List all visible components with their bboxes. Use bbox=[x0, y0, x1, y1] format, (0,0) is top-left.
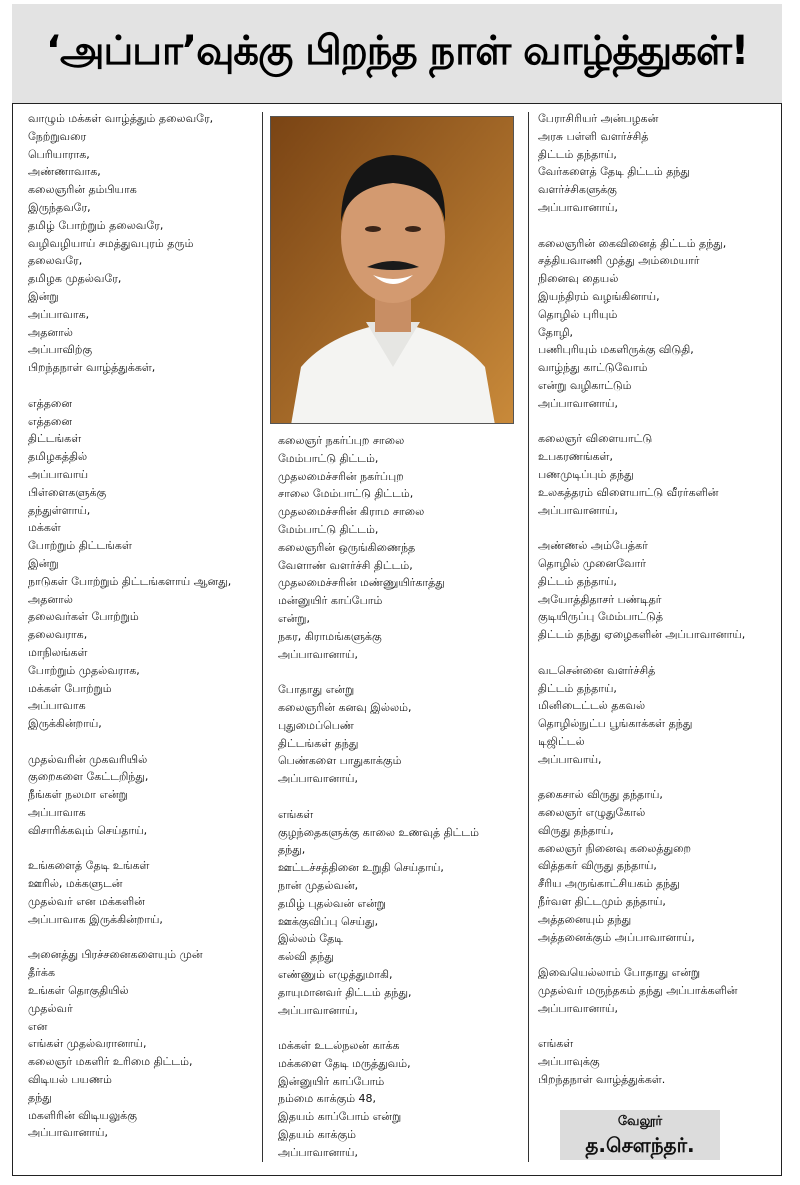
stanza bbox=[538, 235, 778, 413]
poem-line: பிறந்தநாள் வாழ்த்துக்கள். bbox=[538, 1073, 666, 1087]
stanza bbox=[28, 395, 258, 733]
poem-line: நாடுகள் போற்றும் திட்டங்களாய் ஆனது, bbox=[28, 574, 232, 588]
poem-line: கலைஞரின் கனவு இல்லம், bbox=[278, 700, 412, 714]
poem-line: திட்டம் தந்தாய், bbox=[538, 574, 617, 588]
poem-line: அண்ணாவாக, bbox=[28, 165, 101, 179]
poem-line: அதனால் bbox=[28, 592, 73, 606]
poem-line: கலைஞரின் ஒருங்கிணைந்த bbox=[278, 540, 416, 554]
poem-line: நினைவு தையல் bbox=[538, 272, 619, 286]
poem-line: விடியல் பயணம் bbox=[28, 1073, 112, 1087]
title-banner bbox=[12, 4, 782, 104]
poem-line: தமிழகத்தில் bbox=[28, 450, 88, 464]
poem-line: எத்தனை bbox=[28, 414, 72, 428]
poem-line: போதாது என்று bbox=[278, 683, 355, 697]
poem-line: திட்டம் தந்தாய், bbox=[538, 681, 617, 695]
poem-line: தொழில் முனைவோர் bbox=[538, 556, 647, 570]
poem-line: தமிழ் போற்றும் தலைவரே, bbox=[28, 218, 164, 232]
poem-line: தகைசால் விருது தந்தாய், bbox=[538, 788, 663, 802]
stanza bbox=[278, 681, 524, 788]
poem-line: வித்தகர் விருது தந்தாய், bbox=[538, 859, 657, 873]
poem-line: சீரிய அருங்காட்சியகம் தந்து bbox=[538, 877, 680, 891]
poem-line: அதனால் bbox=[28, 325, 73, 339]
poem-line: தந்துள்ளாய், bbox=[28, 503, 91, 517]
poem-line: மக்கள் உடல்நலன் காக்க bbox=[278, 1039, 400, 1053]
poem-line: டிஜிட்டல் bbox=[538, 734, 585, 748]
poem-line: இவையெல்லாம் போதாது என்று bbox=[538, 966, 701, 980]
poem-line: அயோத்திதாசர் பண்டிதர் bbox=[538, 592, 662, 606]
poem-line: முதலமைச்சரின் நகர்ப்புற bbox=[278, 469, 404, 483]
poem-line: நீர்வள திட்டமும் தந்தாய், bbox=[538, 895, 666, 909]
poem-line: அப்பாவானாய், bbox=[538, 396, 618, 410]
poem-line: இருக்கின்றாய், bbox=[28, 717, 102, 731]
poem-line: தந்து bbox=[28, 1090, 52, 1104]
poem-line: மன்னுயிர் காப்போம் bbox=[278, 594, 383, 608]
poem-line: மாநிலங்கள் bbox=[28, 645, 88, 659]
poem-line: இன்னுயிர் காப்போம் bbox=[278, 1074, 385, 1088]
poem-line: தமிழ் புதல்வன் என்று bbox=[278, 896, 386, 910]
poem-line: ஊக்குவிப்பு செய்து, bbox=[278, 914, 379, 928]
poem-line: உங்கள் தொகுதியில் bbox=[28, 984, 129, 998]
poem-line: கல்வி தந்து bbox=[278, 950, 334, 964]
poem-line: சாலை மேம்பாட்டு திட்டம், bbox=[278, 487, 414, 501]
poem-line: என bbox=[28, 1019, 48, 1033]
poem-line: தலைவராக, bbox=[28, 628, 88, 642]
signature-place: வேலூர் bbox=[617, 1114, 663, 1129]
poem-line: திட்டம் தந்து ஏழைகளின் அப்பாவானாய், bbox=[538, 628, 746, 642]
poem-line: எங்கள் bbox=[538, 1037, 574, 1051]
poem-line: நம்மை காக்கும் 48, bbox=[278, 1092, 377, 1106]
poem-line: தாயுமானவர் திட்டம் தந்து, bbox=[278, 985, 412, 999]
stanza bbox=[278, 806, 524, 1020]
poem-line: ஊரில், மக்களுடன் bbox=[28, 877, 123, 891]
stanza bbox=[278, 432, 524, 663]
poem-line: குழந்தைகளுக்கு காலை உணவுத் திட்டம் bbox=[278, 825, 480, 839]
poem-line: முதல்வர் bbox=[28, 1001, 73, 1015]
portrait-illustration bbox=[271, 117, 514, 424]
poem-column-left bbox=[28, 110, 258, 1160]
poem-line: உலகத்தரம் விளையாட்டு வீரர்களின் bbox=[538, 485, 719, 499]
signature-name: த.சௌந்தர். bbox=[585, 1133, 695, 1157]
poem-line: உங்களைத் தேடி உங்கள் bbox=[28, 859, 150, 873]
poem-line: தமிழக முதல்வரே, bbox=[28, 272, 122, 286]
poem-line: மக்கள் போற்றும் bbox=[28, 681, 112, 695]
poem-line: முதல்வரின் முகவரியில் bbox=[28, 752, 148, 766]
poem-column-middle bbox=[278, 432, 524, 1179]
poem-line: குடியிருப்பு மேம்பாட்டுத் bbox=[538, 610, 664, 624]
poem-line: அப்பாவானாய், bbox=[538, 200, 618, 214]
poem-line: மேம்பாட்டு திட்டம், bbox=[278, 522, 379, 536]
poem-line: மகளிரின் விடியலுக்கு bbox=[28, 1108, 137, 1122]
poem-line: அப்பாவானாய், bbox=[538, 503, 618, 517]
poem-line: முதலமைச்சரின் மண்ணுயிர்காத்து bbox=[278, 576, 445, 590]
poem-line: அப்பாவானாய், bbox=[278, 647, 358, 661]
column-divider bbox=[262, 112, 263, 1162]
poem-line: விசாரிக்கவும் செய்தாய், bbox=[28, 823, 148, 837]
poem-line: வாழும் மக்கள் வாழ்த்தும் தலைவரே, bbox=[28, 112, 214, 125]
poem-line: வேளாண் வளர்ச்சி திட்டம், bbox=[278, 558, 413, 572]
poem-line: திட்டம் தந்தாய், bbox=[538, 147, 617, 161]
poem-line: மக்களை தேடி மருத்துவம், bbox=[278, 1056, 411, 1070]
poem-line: வழிவழியாய் சமத்துவபுரம் தரும் bbox=[28, 236, 194, 250]
column-divider bbox=[528, 112, 529, 1162]
poem-line: மக்கள் bbox=[28, 521, 61, 535]
stanza bbox=[538, 964, 778, 1017]
poem-line: முதல்வர் என மக்களின் bbox=[28, 895, 145, 909]
poem-line: இன்று bbox=[28, 289, 59, 303]
poem-line: கலைஞரின் கைவினைத் திட்டம் தந்து, bbox=[538, 236, 727, 250]
poem-line: திட்டங்கள் bbox=[28, 432, 82, 446]
poem-line: என்று, bbox=[278, 611, 310, 625]
poem-line: அண்ணல் அம்பேத்கர் bbox=[538, 539, 648, 553]
stanza bbox=[28, 946, 258, 1142]
poem-line: அப்பாவானாய், bbox=[278, 1145, 358, 1159]
poem-line: எங்கள் bbox=[278, 807, 314, 821]
poem-line: வாழ்ந்து காட்டுவோம் bbox=[538, 361, 648, 375]
poem-line: அப்பாவானாய், bbox=[538, 1001, 618, 1015]
poem-line: மேம்பாட்டு திட்டம், bbox=[278, 451, 379, 465]
poem-line: பணமுடிப்பும் தந்து bbox=[538, 467, 634, 481]
poem-column-right bbox=[538, 110, 778, 1107]
poem-line: விருது தந்தாய், bbox=[538, 823, 614, 837]
poem-line: தொழில் புரியும் bbox=[538, 307, 618, 321]
signature-box bbox=[560, 1110, 720, 1160]
stanza bbox=[538, 786, 778, 946]
stanza bbox=[538, 110, 778, 217]
poem-line: அப்பாவாய் bbox=[28, 467, 89, 481]
poem-line: தொழில்நுட்ப பூங்காக்கள் தந்து bbox=[538, 717, 693, 731]
poem-line: இதயம் காப்போம் என்று bbox=[278, 1110, 402, 1124]
poem-line: திட்டங்கள் தந்து bbox=[278, 736, 359, 750]
poem-line: கலைஞரின் தம்பியாக bbox=[28, 183, 137, 197]
poem-line: பெண்களை பாதுகாக்கும் bbox=[278, 754, 402, 768]
poem-line: அப்பாவாக, bbox=[28, 307, 90, 321]
poem-line: முதலமைச்சரின் கிராம சாலை bbox=[278, 505, 425, 519]
poem-line: இன்று bbox=[28, 556, 59, 570]
poem-line: அப்பாவாக bbox=[28, 699, 86, 713]
poem-line: ஊட்டச்சத்தினை உறுதி செய்தாய், bbox=[278, 861, 444, 875]
poem-line: அப்பாவிற்கு bbox=[28, 343, 93, 357]
poem-line: அத்தனைக்கும் அப்பாவானாய், bbox=[538, 930, 695, 944]
poem-line: கலைஞர் எழுதுகோல் bbox=[538, 806, 646, 820]
poem-line: தந்து, bbox=[278, 843, 306, 857]
poem-line: கலைஞர் நினைவு கலைத்துறை bbox=[538, 841, 692, 855]
stanza bbox=[538, 1035, 778, 1088]
portrait-photo bbox=[270, 116, 514, 424]
poem-line: அப்பாவாய், bbox=[538, 752, 602, 766]
poem-line: குறைகளை கேட்டறிந்து, bbox=[28, 770, 149, 784]
poem-line: அப்பாவானாய், bbox=[278, 772, 358, 786]
poem-line: மினிடைட்டல் தகவல் bbox=[538, 699, 646, 713]
poem-line: அப்பாவாக bbox=[28, 806, 86, 820]
stanza bbox=[538, 662, 778, 769]
poem-line: வேர்களைத் தேடி திட்டம் தந்து bbox=[538, 165, 690, 179]
poem-line: அப்பாவாக இருக்கின்றாய், bbox=[28, 912, 163, 926]
poem-line: இருந்தவரே, bbox=[28, 200, 91, 214]
poem-line: பிள்ளைகளுக்கு bbox=[28, 485, 107, 499]
poem-line: சத்தியவாணி முத்து அம்மையார் bbox=[538, 254, 700, 268]
poem-line: பிறந்தநாள் வாழ்த்துக்கள், bbox=[28, 361, 156, 375]
stanza bbox=[278, 1037, 524, 1162]
poem-line: புதுமைப்பெண் bbox=[278, 718, 354, 732]
poem-line: தலைவர்கள் போற்றும் bbox=[28, 610, 139, 624]
poem-line: அப்பாவானாய், bbox=[28, 1126, 108, 1140]
stanza bbox=[538, 537, 778, 644]
poem-line: அனைத்து பிரச்சனைகளையும் முன் bbox=[28, 948, 203, 962]
poem-line: அப்பாவானாய், bbox=[278, 1003, 358, 1017]
poem-line: எத்தனை bbox=[28, 396, 72, 410]
poem-line: இல்லம் தேடி bbox=[278, 932, 344, 946]
page-title: ‘அப்பா’வுக்கு பிறந்த நாள் வாழ்த்துகள்! bbox=[45, 28, 749, 74]
poem-line: அரசு பள்ளி வளர்ச்சித் bbox=[538, 129, 649, 143]
poem-line: தோழி, bbox=[538, 325, 574, 339]
poem-line: இதயம் காக்கும் bbox=[278, 1128, 357, 1142]
poem-line: தீர்க்க bbox=[28, 966, 55, 980]
poem-line: போற்றும் முதல்வராக, bbox=[28, 663, 140, 677]
poem-line: நகர, கிராமங்களுக்கு bbox=[278, 629, 382, 643]
poem-line: எங்கள் முதல்வரானாய், bbox=[28, 1037, 147, 1051]
poem-line: அப்பாவுக்கு bbox=[538, 1055, 600, 1069]
poem-line: இயந்திரம் வழங்கினாய், bbox=[538, 289, 660, 303]
poem-line: வளர்ச்சிகளுக்கு bbox=[538, 183, 617, 197]
stanza bbox=[28, 857, 258, 928]
poem-line: கலைஞர் மகளிர் உரிமை திட்டம், bbox=[28, 1055, 193, 1069]
poem-line: நான் முதல்வன், bbox=[278, 878, 359, 892]
poem-line: உபகரணங்கள், bbox=[538, 450, 613, 464]
poem-line: தலைவரே, bbox=[28, 254, 83, 268]
poem-line: எண்ணும் எழுத்துமாகி, bbox=[278, 967, 393, 981]
poem-line: கலைஞர் நகர்ப்புற சாலை bbox=[278, 434, 405, 447]
poem-line: என்று வழிகாட்டும் bbox=[538, 378, 632, 392]
poem-line: நேற்றுவரை bbox=[28, 129, 87, 143]
poem-line: வடசென்னை வளர்ச்சித் bbox=[538, 663, 656, 677]
poem-line: முதல்வர் மருந்தகம் தந்து அப்பாக்களின் bbox=[538, 984, 738, 998]
stanza bbox=[538, 430, 778, 519]
poem-line: கலைஞர் விளையாட்டு bbox=[538, 432, 653, 446]
poem-line: போற்றும் திட்டங்கள் bbox=[28, 539, 132, 553]
poem-line: அத்தனையும் தந்து bbox=[538, 912, 632, 926]
poem-line: பேராசிரியர் அன்பழகன் bbox=[538, 112, 659, 125]
stanza bbox=[28, 110, 258, 377]
poem-line: நீங்கள் நலமா என்று bbox=[28, 788, 128, 802]
stanza bbox=[28, 751, 258, 840]
poem-line: பணிபுரியும் மகளிருக்கு விடுதி, bbox=[538, 343, 694, 357]
poem-line: பெரியாராக, bbox=[28, 147, 90, 161]
